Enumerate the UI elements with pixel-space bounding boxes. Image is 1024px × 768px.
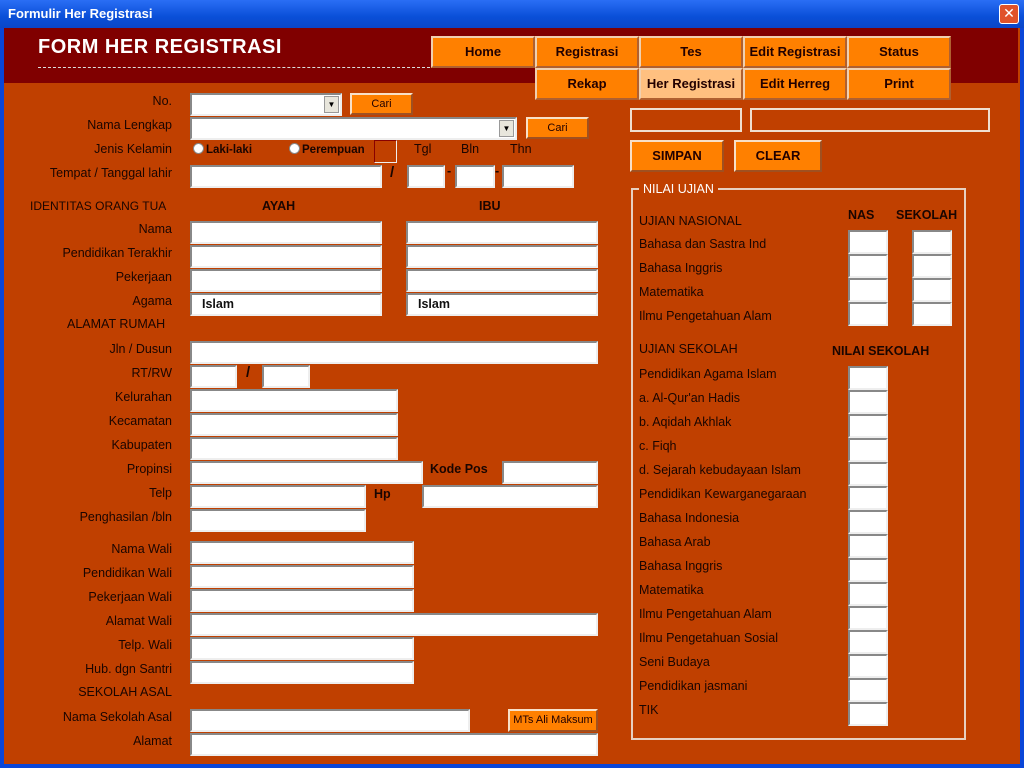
nav-edit-registrasi[interactable]: Edit Registrasi [743,36,847,68]
thn-label: Thn [510,142,532,156]
nilai-sekolah-heading: NILAI SEKOLAH [832,344,930,358]
alamat-heading: ALAMAT RUMAH [67,317,166,331]
nas-heading: NAS [848,208,875,222]
wali-input[interactable] [190,589,414,612]
nilai-sekolah-input[interactable] [848,630,888,654]
ibu-input[interactable] [406,269,598,292]
sekolah-nama-label: Nama Sekolah Asal [62,710,172,724]
bln-label: Bln [461,142,480,156]
penghasilan-input[interactable] [190,509,366,532]
us-subject-label: d. Sejarah kebudayaan Islam [639,463,801,477]
telp-input[interactable] [190,485,366,508]
jenis-kelamin-label: Jenis Kelamin [94,142,172,156]
ibu-input[interactable] [406,245,598,268]
status-field-2[interactable] [750,108,990,132]
tempat-lahir-input[interactable] [190,165,382,188]
ayah-input[interactable]: Islam [190,293,382,316]
nilai-sekolah-input[interactable] [848,414,888,438]
us-subject-label: Ilmu Pengetahuan Sosial [639,631,778,645]
nas-score-input[interactable] [848,278,888,302]
nas-score-input[interactable] [848,230,888,254]
us-subject-label: Ilmu Pengetahuan Alam [639,607,772,621]
propinsi-label: Propinsi [126,462,172,476]
un-subject-label: Matematika [639,285,704,299]
nilai-sekolah-input[interactable] [848,558,888,582]
nilai-sekolah-input[interactable] [848,366,888,390]
sekolah-score-input[interactable] [912,302,952,326]
rtrw-label: RT/RW [131,366,172,380]
nav-home[interactable]: Home [431,36,535,68]
telp-label: Telp [149,486,172,500]
chevron-down-icon[interactable]: ▼ [499,120,514,137]
clear-button[interactable]: CLEAR [734,140,822,172]
us-subject-label: Bahasa Indonesia [639,511,740,525]
nav-print[interactable]: Print [847,68,951,100]
wali-label: Hub. dgn Santri [85,662,172,676]
nas-score-input[interactable] [848,254,888,278]
sekolah-alamat-input[interactable] [190,733,598,756]
us-subject-label: a. Al-Qur'an Hadis [639,391,741,405]
nav-her-registrasi[interactable]: Her Registrasi [639,68,743,100]
ortu-heading: IDENTITAS ORANG TUA [30,199,167,213]
ortu-label: Nama [138,222,172,236]
radio-laki-label: Laki-laki [206,144,253,156]
radio-icon[interactable] [193,143,204,154]
radio-perempuan[interactable] [289,143,365,156]
wali-input[interactable] [190,565,414,588]
ortu-label: Pendidikan Terakhir [62,246,172,260]
un-subject-label: Bahasa dan Sastra Ind [639,237,767,251]
dot: - [495,164,500,178]
divider [38,67,430,68]
slash: / [390,164,395,181]
hp-input[interactable] [422,485,598,508]
nav-rekap[interactable]: Rekap [535,68,639,100]
wali-input[interactable] [190,661,414,684]
no-select[interactable] [190,93,342,116]
nilai-sekolah-input[interactable] [848,486,888,510]
window-title: Formulir Her Registrasi [8,6,153,21]
nilai-ujian-legend: NILAI UJIAN [643,182,714,196]
un-heading: UJIAN NASIONAL [639,214,742,228]
kabupaten-input[interactable] [190,437,398,460]
nilai-sekolah-input[interactable] [848,582,888,606]
hp-label: Hp [374,487,391,501]
ibu-input[interactable] [406,221,598,244]
radio-perempuan-label: Perempuan [302,144,365,156]
ortu-label: Agama [132,294,172,308]
nilai-sekolah-input[interactable] [848,390,888,414]
sekolah-score-input[interactable] [912,254,952,278]
title-bar [0,0,1024,28]
jln-label: Jln / Dusun [109,342,172,356]
us-subject-label: b. Aqidah Akhlak [639,415,732,429]
kodepos-label: Kode Pos [430,462,488,476]
nilai-sekolah-input[interactable] [848,678,888,702]
page-title: FORM HER REGISTRASI [38,36,282,58]
sekolah-nama-input[interactable] [190,709,470,732]
no-label: No. [152,94,172,108]
us-subject-label: Seni Budaya [639,655,710,669]
nilai-sekolah-input[interactable] [848,438,888,462]
nas-score-input[interactable] [848,302,888,326]
ibu-heading: IBU [479,199,501,213]
bln-input[interactable] [455,165,495,188]
tgl-input[interactable] [407,165,445,188]
rt-input[interactable] [190,365,237,388]
us-subject-label: Pendidikan Agama Islam [639,367,777,381]
nav-tes[interactable]: Tes [639,36,743,68]
kecamatan-input[interactable] [190,413,398,436]
simpan-button[interactable]: SIMPAN [630,140,724,172]
close-button[interactable]: ✕ [999,4,1019,24]
status-field-1[interactable] [630,108,742,132]
kodepos-input[interactable] [502,461,598,484]
dot: - [447,164,452,178]
kelurahan-input[interactable] [190,389,398,412]
cari-no-button[interactable]: Cari [350,93,413,115]
gender-box [374,140,397,163]
ibu-input[interactable]: Islam [406,293,598,316]
kabupaten-label: Kabupaten [111,438,172,452]
nama-select[interactable] [190,117,517,140]
nav-status[interactable]: Status [847,36,951,68]
radio-laki[interactable] [193,143,252,156]
nilai-sekolah-input[interactable] [848,654,888,678]
cari-nama-button[interactable]: Cari [526,117,589,139]
chevron-down-icon[interactable]: ▼ [324,96,339,113]
mts-ali-maksum-button[interactable]: MTs Ali Maksum [508,709,598,732]
ortu-label: Pekerjaan [115,270,172,284]
tgl-label: Tgl [414,142,432,156]
kelurahan-label: Kelurahan [115,390,172,404]
us-subject-label: Matematika [639,583,704,597]
nilai-sekolah-input[interactable] [848,534,888,558]
radio-icon[interactable] [289,143,300,154]
nilai-sekolah-input[interactable] [848,510,888,534]
us-subject-label: TIK [639,703,659,717]
sekolah-heading-right: SEKOLAH [896,208,958,222]
sekolah-score-input[interactable] [912,278,952,302]
penghasilan-label: Penghasilan /bln [79,510,172,524]
us-heading: UJIAN SEKOLAH [639,342,738,356]
slash: / [246,364,251,381]
wali-input[interactable] [190,637,414,660]
sekolah-score-input[interactable] [912,230,952,254]
nama-label: Nama Lengkap [87,118,172,132]
us-subject-label: c. Fiqh [639,439,677,453]
sekolah-alamat-label: Alamat [133,734,172,748]
ayah-input[interactable] [190,269,382,292]
wali-label: Pendidikan Wali [82,566,172,580]
wali-label: Pekerjaan Wali [88,590,172,604]
ayah-input[interactable] [190,221,382,244]
wali-input[interactable] [190,541,414,564]
wali-input[interactable] [190,613,598,636]
jln-input[interactable] [190,341,598,364]
nilai-sekolah-input[interactable] [848,702,888,726]
un-subject-label: Ilmu Pengetahuan Alam [639,309,772,323]
propinsi-input[interactable] [190,461,423,484]
nilai-sekolah-input[interactable] [848,462,888,486]
us-subject-label: Bahasa Arab [639,535,711,549]
thn-input[interactable] [502,165,574,188]
sekolah-heading: SEKOLAH ASAL [78,685,172,699]
un-subject-label: Bahasa Inggris [639,261,723,275]
nav-registrasi[interactable]: Registrasi [535,36,639,68]
kecamatan-label: Kecamatan [108,414,172,428]
wali-label: Telp. Wali [118,638,172,652]
us-subject-label: Pendidikan Kewarganegaraan [639,487,807,501]
wali-label: Nama Wali [111,542,172,556]
us-subject-label: Bahasa Inggris [639,559,723,573]
ayah-heading: AYAH [262,199,296,213]
nilai-sekolah-input[interactable] [848,606,888,630]
ttl-label: Tempat / Tanggal lahir [49,166,172,180]
wali-label: Alamat Wali [105,614,172,628]
ayah-input[interactable] [190,245,382,268]
rw-input[interactable] [262,365,310,388]
us-subject-label: Pendidikan jasmani [639,679,748,693]
nav-edit-herreg[interactable]: Edit Herreg [743,68,847,100]
